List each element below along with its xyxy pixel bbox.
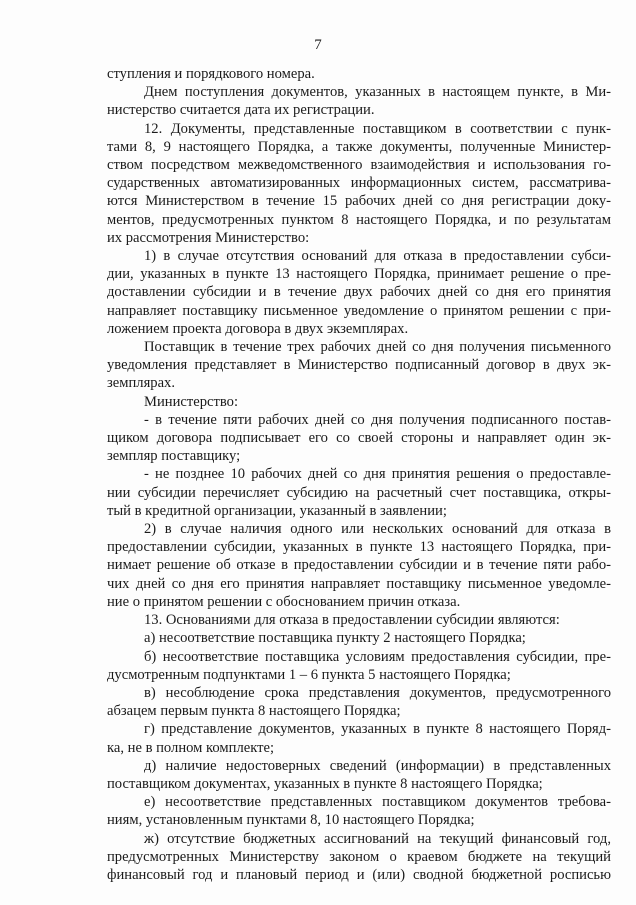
text-line: земплярах.	[107, 375, 176, 392]
text-line: г) представление документов, указанных в пункте 8 настоящего Поряд-	[144, 721, 611, 738]
text-line: - не позднее 10 рабочих дней со дня принятия решения о предоставле-	[144, 466, 611, 483]
text-line: ние о принятом решении с обоснованием причин отказа.	[107, 593, 461, 610]
text-line: предоставлении субсидии, указанных в пункте 13 настоящего Порядка, при-	[107, 539, 611, 556]
text-line: тый в кредитной организации, указанный в заявлении;	[107, 502, 447, 519]
text-line: тами 8, 9 настоящего Порядка, а также документы, полученные Министер-	[107, 138, 611, 155]
text-line: чих дней со дня его принятия направляет поставщику письменное уведомле-	[107, 575, 611, 592]
text-line: Днем поступления документов, указанных в настоящем пункте, в Ми-	[144, 84, 611, 101]
text-line: земпляр поставщику;	[107, 448, 241, 465]
text-line: 12. Документы, представленные поставщиком в соответствии с пунк-	[144, 120, 611, 137]
document-body	[107, 65, 611, 884]
text-line: их рассмотрения Министерство:	[107, 229, 310, 246]
text-line: дусмотренным подпунктами 1 – 6 пункта 5 настоящего Порядка;	[107, 666, 511, 683]
text-line: щиком договора подписывает его со своей стороны и направляет один эк-	[107, 430, 611, 447]
text-line: доставлении субсидии и в течение двух рабочих дней со дня его принятия	[107, 284, 611, 301]
text-line: 1) в случае отсутствия оснований для отказа в предоставлении субси-	[144, 248, 611, 265]
text-line: - в течение пяти рабочих дней со дня получения подписанного постав-	[144, 411, 611, 428]
text-line: направляет поставщику письменное уведомление о принятом решении с при-	[107, 302, 611, 319]
text-line: ством посредством межведомственного взаимодействия и использования го-	[107, 157, 611, 174]
text-line: ступления и порядкового номера.	[107, 66, 315, 82]
text-line: в) несоблюдение срока представления документов, предусмотренного	[144, 684, 611, 701]
text-line: 2) в случае наличия одного или нескольких оснований для отказа в	[144, 521, 611, 538]
text-line: д) наличие недостоверных сведений (информации) в представленных	[144, 757, 611, 774]
text-line: а) несоответствие поставщика пункту 2 настоящего Порядка;	[144, 630, 526, 647]
text-line: 13. Основаниями для отказа в предоставлении субсидии являются:	[144, 612, 560, 629]
text-line: б) несоответствие поставщика условиям предоставления субсидии, пре-	[144, 648, 611, 665]
text-line: абзацем первым пункта 8 настоящего Порядка;	[107, 703, 401, 720]
text-line: уведомления представляет в Министерство подписанный договор в двух эк-	[107, 357, 611, 374]
text-line: финансовый год и плановый период и (или) сводной бюджетной росписью	[107, 866, 611, 883]
text-line: ниям, установленным пунктами 8, 10 настоящего Порядка;	[107, 812, 475, 829]
text-line: ложением проекта договора в двух экземплярах.	[107, 320, 409, 337]
text-line: Поставщик в течение трех рабочих дней со дня получения письменного	[144, 339, 611, 356]
text-line: Министерство:	[144, 393, 239, 410]
text-line: сударственных автоматизированных информационных систем, рассматрива-	[107, 175, 611, 192]
text-line: поставщиком документах, указанных в пункте 8 настоящего Порядка;	[107, 775, 543, 792]
text-line: предусмотренных Министерству законом о краевом бюджете на текущий	[107, 848, 611, 865]
text-line: е) несоответствие представленных поставщиком документов требова-	[144, 794, 611, 811]
text-line: ментов, предусмотренных пунктом 8 настоящего Порядка, и по результатам	[107, 211, 611, 228]
text-line: ж) отсутствие бюджетных ассигнований на текущий финансовый год,	[144, 830, 611, 847]
page-number: 7	[314, 37, 322, 53]
text-line: нии субсидии перечисляет субсидию на расчетный счет поставщика, откры-	[107, 484, 611, 501]
text-line: ка, не в полном комплекте;	[107, 739, 275, 756]
text-line: дии, указанных в пункте 13 настоящего Порядка, принимает решение о пре-	[107, 266, 611, 283]
text-line: нистерство считается дата их регистрации.	[107, 102, 375, 119]
text-line: нимает решение об отказе в предоставлении субсидии и в течение пяти рабо-	[107, 557, 611, 574]
text-line: ются Министерством в течение 15 рабочих дней со дня регистрации доку-	[107, 193, 611, 210]
